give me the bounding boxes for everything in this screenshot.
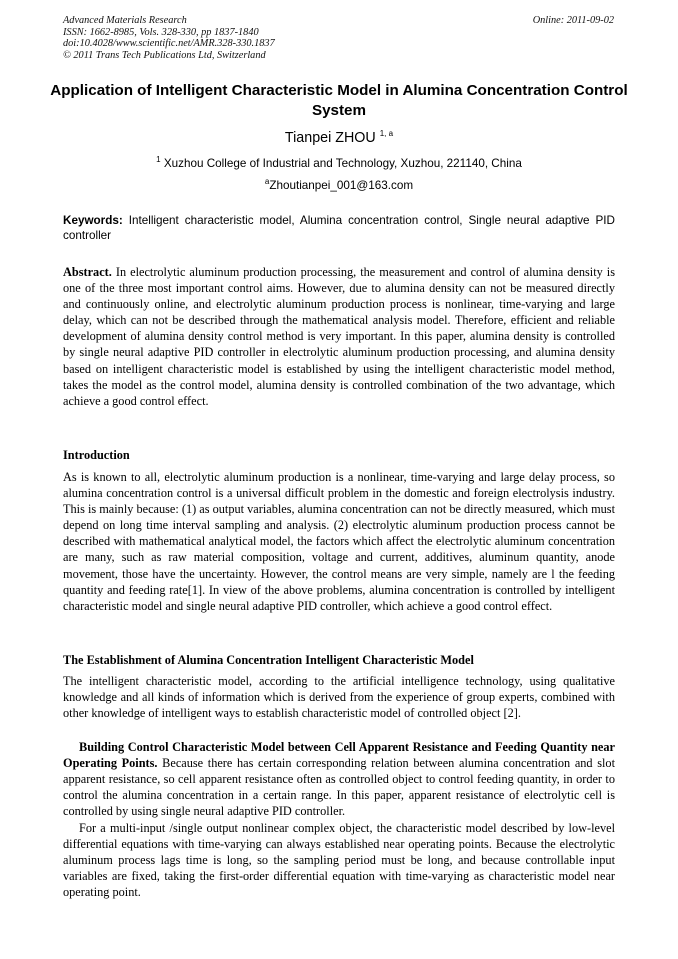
introduction-paragraph: As is known to all, electrolytic aluminum production is a nonlinear, time-varying and large delay process, so alumina concentration control is a universal difficult problem in the domestic and foreign electrolysis industry. This is mainly because: (1) as output variables, alumina concentration can not be directly measured, which must depend on long time interval sampling and analysis. (2) electrolytic aluminum production process cannot be described with mathematical analytical model, the factors which affect the electrolytic aluminum concentration are many, such as raw material composition, voltage and current, additives, aluminum quantity, anode movement, those have the uncertainty. However, the control means are very simple, namely are l the feeding quantity and feeding rate[1]. In view of the above problems, alumina concentration is controlled by intelligent characteristic model and single neural adaptive PID controller, which achieve a good control effect. <box>63 470 615 613</box>
author-name: Tianpei ZHOU <box>284 130 376 146</box>
email-superscript: a <box>264 177 270 187</box>
establishment-paragraph-2 <box>63 739 615 819</box>
journal-name: Advanced Materials Research <box>63 15 187 26</box>
author-line <box>0 129 678 147</box>
email-line <box>0 178 678 193</box>
journal-issn: ISSN: 1662-8985, Vols. 328-330, pp 1837-1840 <box>63 26 259 38</box>
journal-header <box>63 15 275 61</box>
affiliation-text: Xuzhou College of Industrial and Technology, Xuzhou, 221140, China <box>163 157 522 170</box>
subsection-heading: Building Control Characteristic Model between Cell Apparent Resistance and Feeding Quantity near Operating Points. <box>63 740 615 771</box>
abstract-text: In electrolytic aluminum production processing, the measurement and control of alumina density is one of the three most important control aims. However, due to alumina density can not be measured directly and continuously online, and electrolytic aluminum production process is nonlinear, time-varying and large delay, which can not be described through the mathematical analysis model. Therefore, efficient and reliable development of alumina density control method is very important. In this paper, alumina density is controlled by single neural adaptive PID controller in electrolytic aluminum production processing, and alumina density based on intelligent characteristic model is established by using the intelligent characteristic model method, takes the model as the control model, alumina density is controlled combination of the two advantage, which achieve a good control effect. <box>63 265 615 408</box>
online-date: Online: 2011-09-02 <box>532 15 614 26</box>
keywords-text: Intelligent characteristic model, Alumina concentration control, Single neural adaptive PID controller <box>63 214 615 242</box>
keywords-label: Keywords: <box>63 214 123 227</box>
journal-copyright: © 2011 Trans Tech Publications Ltd, Switzerland <box>63 49 266 61</box>
affiliation-line <box>0 156 678 171</box>
introduction-heading: Introduction <box>63 448 130 462</box>
author-superscript: 1, a <box>379 129 394 139</box>
journal-doi: doi:10.4028/www.scientific.net/AMR.328-330.1837 <box>63 38 275 49</box>
abstract-paragraph <box>63 264 615 409</box>
establishment-paragraph-1: The intelligent characteristic model, according to the artificial intelligence technology, using qualitative knowledge and all kinds of information which is derived from the experience of group experts, combined with other knowledge of intelligent ways to establish characteristic model of controlled object [2]. <box>63 674 615 721</box>
abstract-label: Abstract. <box>63 265 112 279</box>
paper-title: Application of Intelligent Characteristic Model in Alumina Concentration Control System <box>50 82 628 119</box>
establishment-paragraph-2-text: Because there has certain corresponding relation between alumina concentration and slot apparent resistance, so cell apparent resistance often as controlled object to control feeding quantity, in order to control the alumina concentration in a certain range. In this paper, apparent resistance of electrolytic cell is controlled by using single neural adaptive PID controller. <box>63 756 615 819</box>
establishment-heading: The Establishment of Alumina Concentration Intelligent Characteristic Model <box>63 653 474 667</box>
keywords-block <box>63 213 615 243</box>
establishment-paragraph-3: For a multi-input /single output nonlinear complex object, the characteristic model described by low-level differential equations with time-varying can always established near operating points. Because the electrolytic aluminum process lags time is long, so the sampling period must be long, and because controllable input variables are fixed, taking the first-order differential equation with time-varying as characteristic model near operating point. <box>63 821 615 900</box>
affiliation-superscript: 1 <box>156 155 161 165</box>
author-email: Zhoutianpei_001@163.com <box>269 179 414 192</box>
